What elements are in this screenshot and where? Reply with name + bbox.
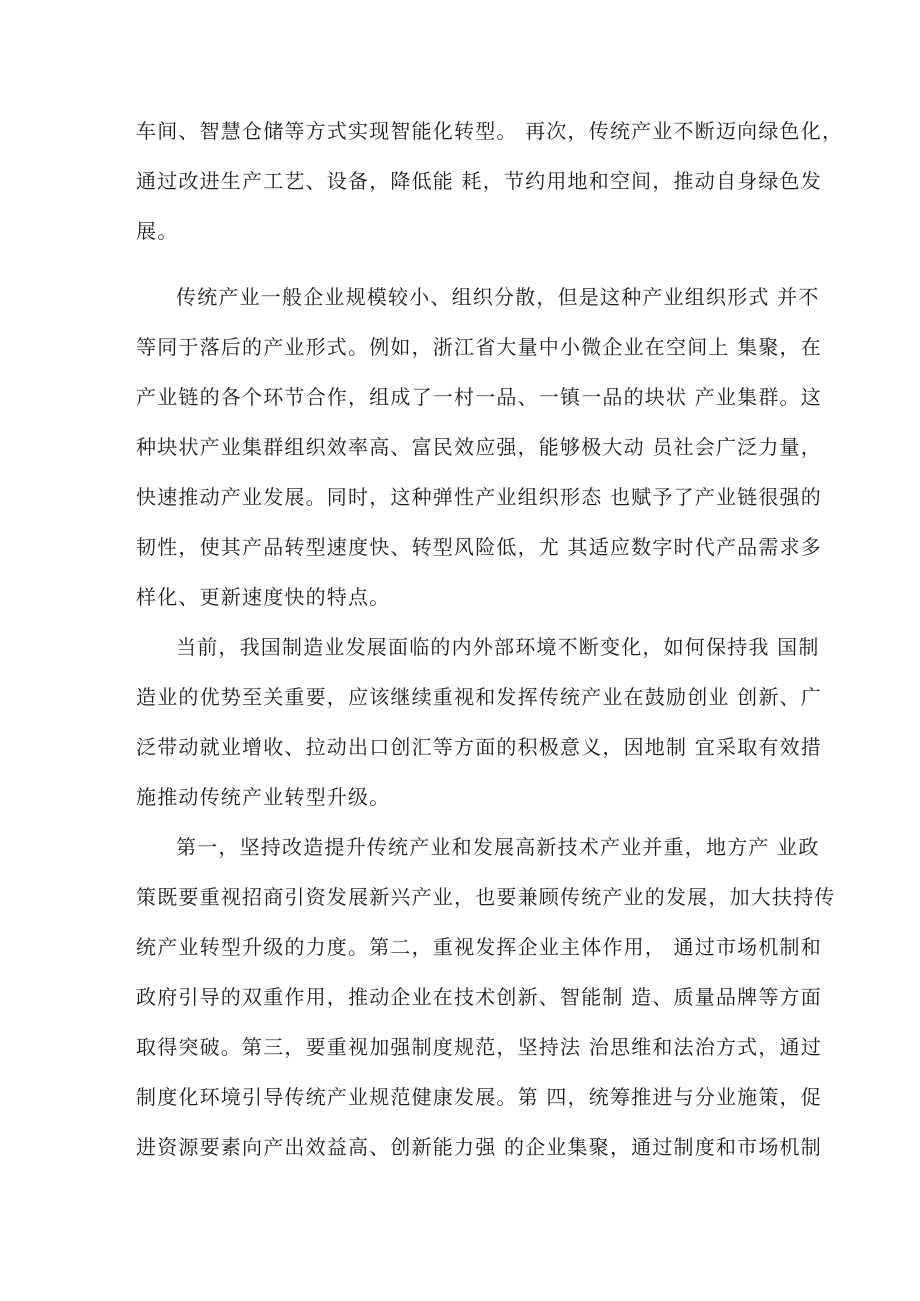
paragraph-line: 进资源要素向产出效益高、创新能力强 的企业集聚，通过制度和市场机制 (136, 1135, 822, 1159)
paragraph-line: 策既要重视招商引资发展新兴产业，也要兼顾传统产业的发展，加大扶持传 (136, 885, 836, 909)
paragraph-3 (136, 622, 822, 822)
paragraph-line: 取得突破。第三，要重视加强制度规范，坚持法 治思维和法治方式，通过 (136, 1035, 822, 1059)
paragraph-line: 产业链的各个环节合作，组成了一村一品、一镇一品的块状 产业集群。这 (136, 385, 822, 409)
paragraph-4 (136, 822, 836, 1172)
paragraph-2 (136, 272, 822, 622)
paragraph-line: 样化、更新速度快的特点。 (136, 585, 391, 609)
paragraph-line: 车间、智慧仓储等方式实现智能化转型。 再次，传统产业不断迈向绿色化， (136, 119, 844, 143)
paragraph-1 (136, 106, 844, 256)
paragraph-line: 政府引导的双重作用，推动企业在技术创新、智能制 造、质量品牌等方面 (136, 985, 822, 1009)
paragraph-line: 第一，坚持改造提升传统产业和发展高新技术产业并重，地方产 业政 (176, 835, 820, 859)
paragraph-line: 通过改进生产工艺、设备，降低能 耗，节约用地和空间，推动自身绿色发 (136, 169, 822, 193)
paragraph-line: 种块状产业集群组织效率高、富民效应强，能够极大动 员社会广泛力量， (136, 435, 822, 459)
paragraph-line: 施推动传统产业转型升级。 (136, 785, 391, 809)
paragraph-line: 泛带动就业增收、拉动出口创汇等方面的积极意义，因地制 宜采取有效措 (136, 735, 822, 759)
paragraph-line: 快速推动产业发展。同时，这种弹性产业组织形态 也赋予了产业链很强的 (136, 485, 822, 509)
paragraph-line: 韧性，使其产品转型速度快、转型风险低，尤 其适应数字时代产品需求多 (136, 535, 822, 559)
paragraph-line: 统产业转型升级的力度。第二，重视发挥企业主体作用， 通过市场机制和 (136, 935, 822, 959)
paragraph-line: 展。 (136, 219, 179, 243)
paragraph-line: 传统产业一般企业规模较小、组织分散，但是这种产业组织形式 并不 (176, 285, 820, 309)
paragraph-line: 制度化环境引导传统产业规范健康发展。第 四，统筹推进与分业施策，促 (136, 1085, 822, 1109)
paragraph-line: 等同于落后的产业形式。例如，浙江省大量中小微企业在空间上 集聚，在 (136, 335, 822, 359)
paragraph-line: 当前，我国制造业发展面临的内外部环境不断变化，如何保持我 国制 (176, 635, 820, 659)
paragraph-line: 造业的优势至关重要，应该继续重视和发挥传统产业在鼓励创业 创新、广 (136, 685, 822, 709)
